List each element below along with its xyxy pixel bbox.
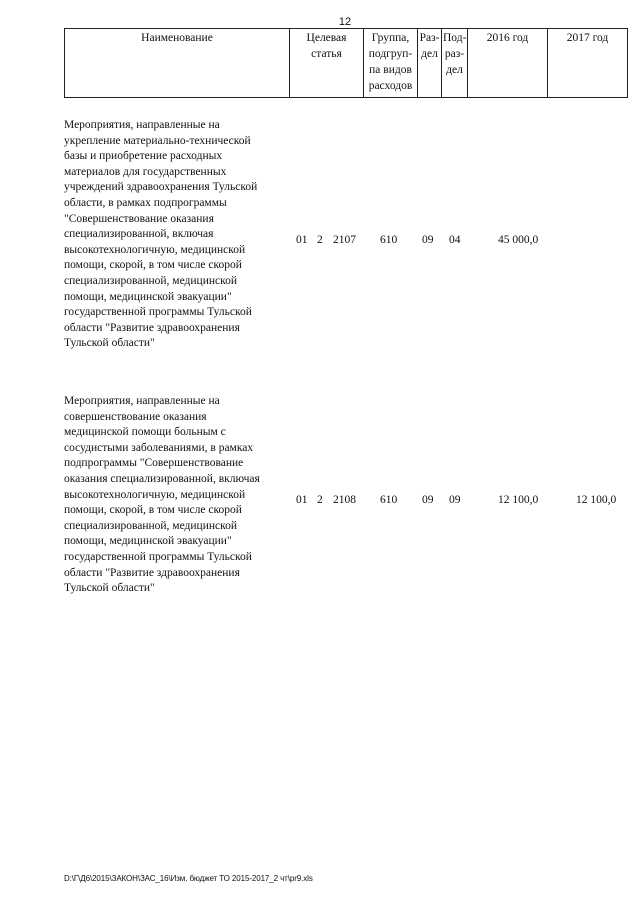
header-expense-group: Группа, подгруп- па видов расходов (364, 29, 418, 98)
row-article-code: 2108 (333, 494, 356, 506)
table-header (64, 28, 628, 98)
row-value-2016: 12 100,0 (498, 494, 539, 506)
row-group: 610 (380, 234, 398, 246)
row-article-subprogram: 2 (317, 494, 323, 506)
header-name: Наименование (65, 29, 290, 98)
table-row-name: Мероприятия, направленные на совершенствование оказания медицинской помощи больным с сосудистыми заболеваниями, в рамках подпрограммы "Совершенствование оказания специализированной, включая высокотехнологичную, медицинской помощи, скорой, в том числе скорой специализированной, медицинской помощи, медицинской эвакуации" государственной программы Тульской области "Развитие здравоохранения Тульской области" (64, 395, 260, 595)
row-section: 09 (422, 234, 434, 246)
table-row-name: Мероприятия, направленные на укрепление материально-технической базы и приобретение расходных материалов для государственных учреждений здравоохранения Тульской области, в рамках подпрограммы "Совершенствование оказания специализированной, включая высокотехнологичную, медицинской помощи, скорой, в том числе скорой специализированной, медицинской помощи, медицинской эвакуации" государственной программы Тульской области "Развитие здравоохранения Тульской области" (64, 119, 258, 350)
row-group: 610 (380, 494, 398, 506)
header-section: Раз- дел (418, 29, 442, 98)
row-value-2017: 12 100,0 (576, 494, 617, 506)
header-2017: 2017 год (548, 29, 628, 98)
row-article-program: 01 (296, 494, 308, 506)
header-subsection: Под- раз- дел (442, 29, 468, 98)
page-number: 12 (338, 16, 352, 28)
row-article-program: 01 (296, 234, 308, 246)
row-article-subprogram: 2 (317, 234, 323, 246)
header-2016: 2016 год (468, 29, 548, 98)
row-subsection: 04 (449, 234, 461, 246)
file-path-footer: D:\Г\Д6\2015\ЗАКОН\ЗАС_16\Изм. бюджет ТО 2015-2017_2 чт\pr9.xls (64, 874, 313, 883)
row-subsection: 09 (449, 494, 461, 506)
row-value-2016: 45 000,0 (498, 234, 539, 246)
row-section: 09 (422, 494, 434, 506)
row-article-code: 2107 (333, 234, 356, 246)
header-target-article: Целевая статья (290, 29, 364, 98)
